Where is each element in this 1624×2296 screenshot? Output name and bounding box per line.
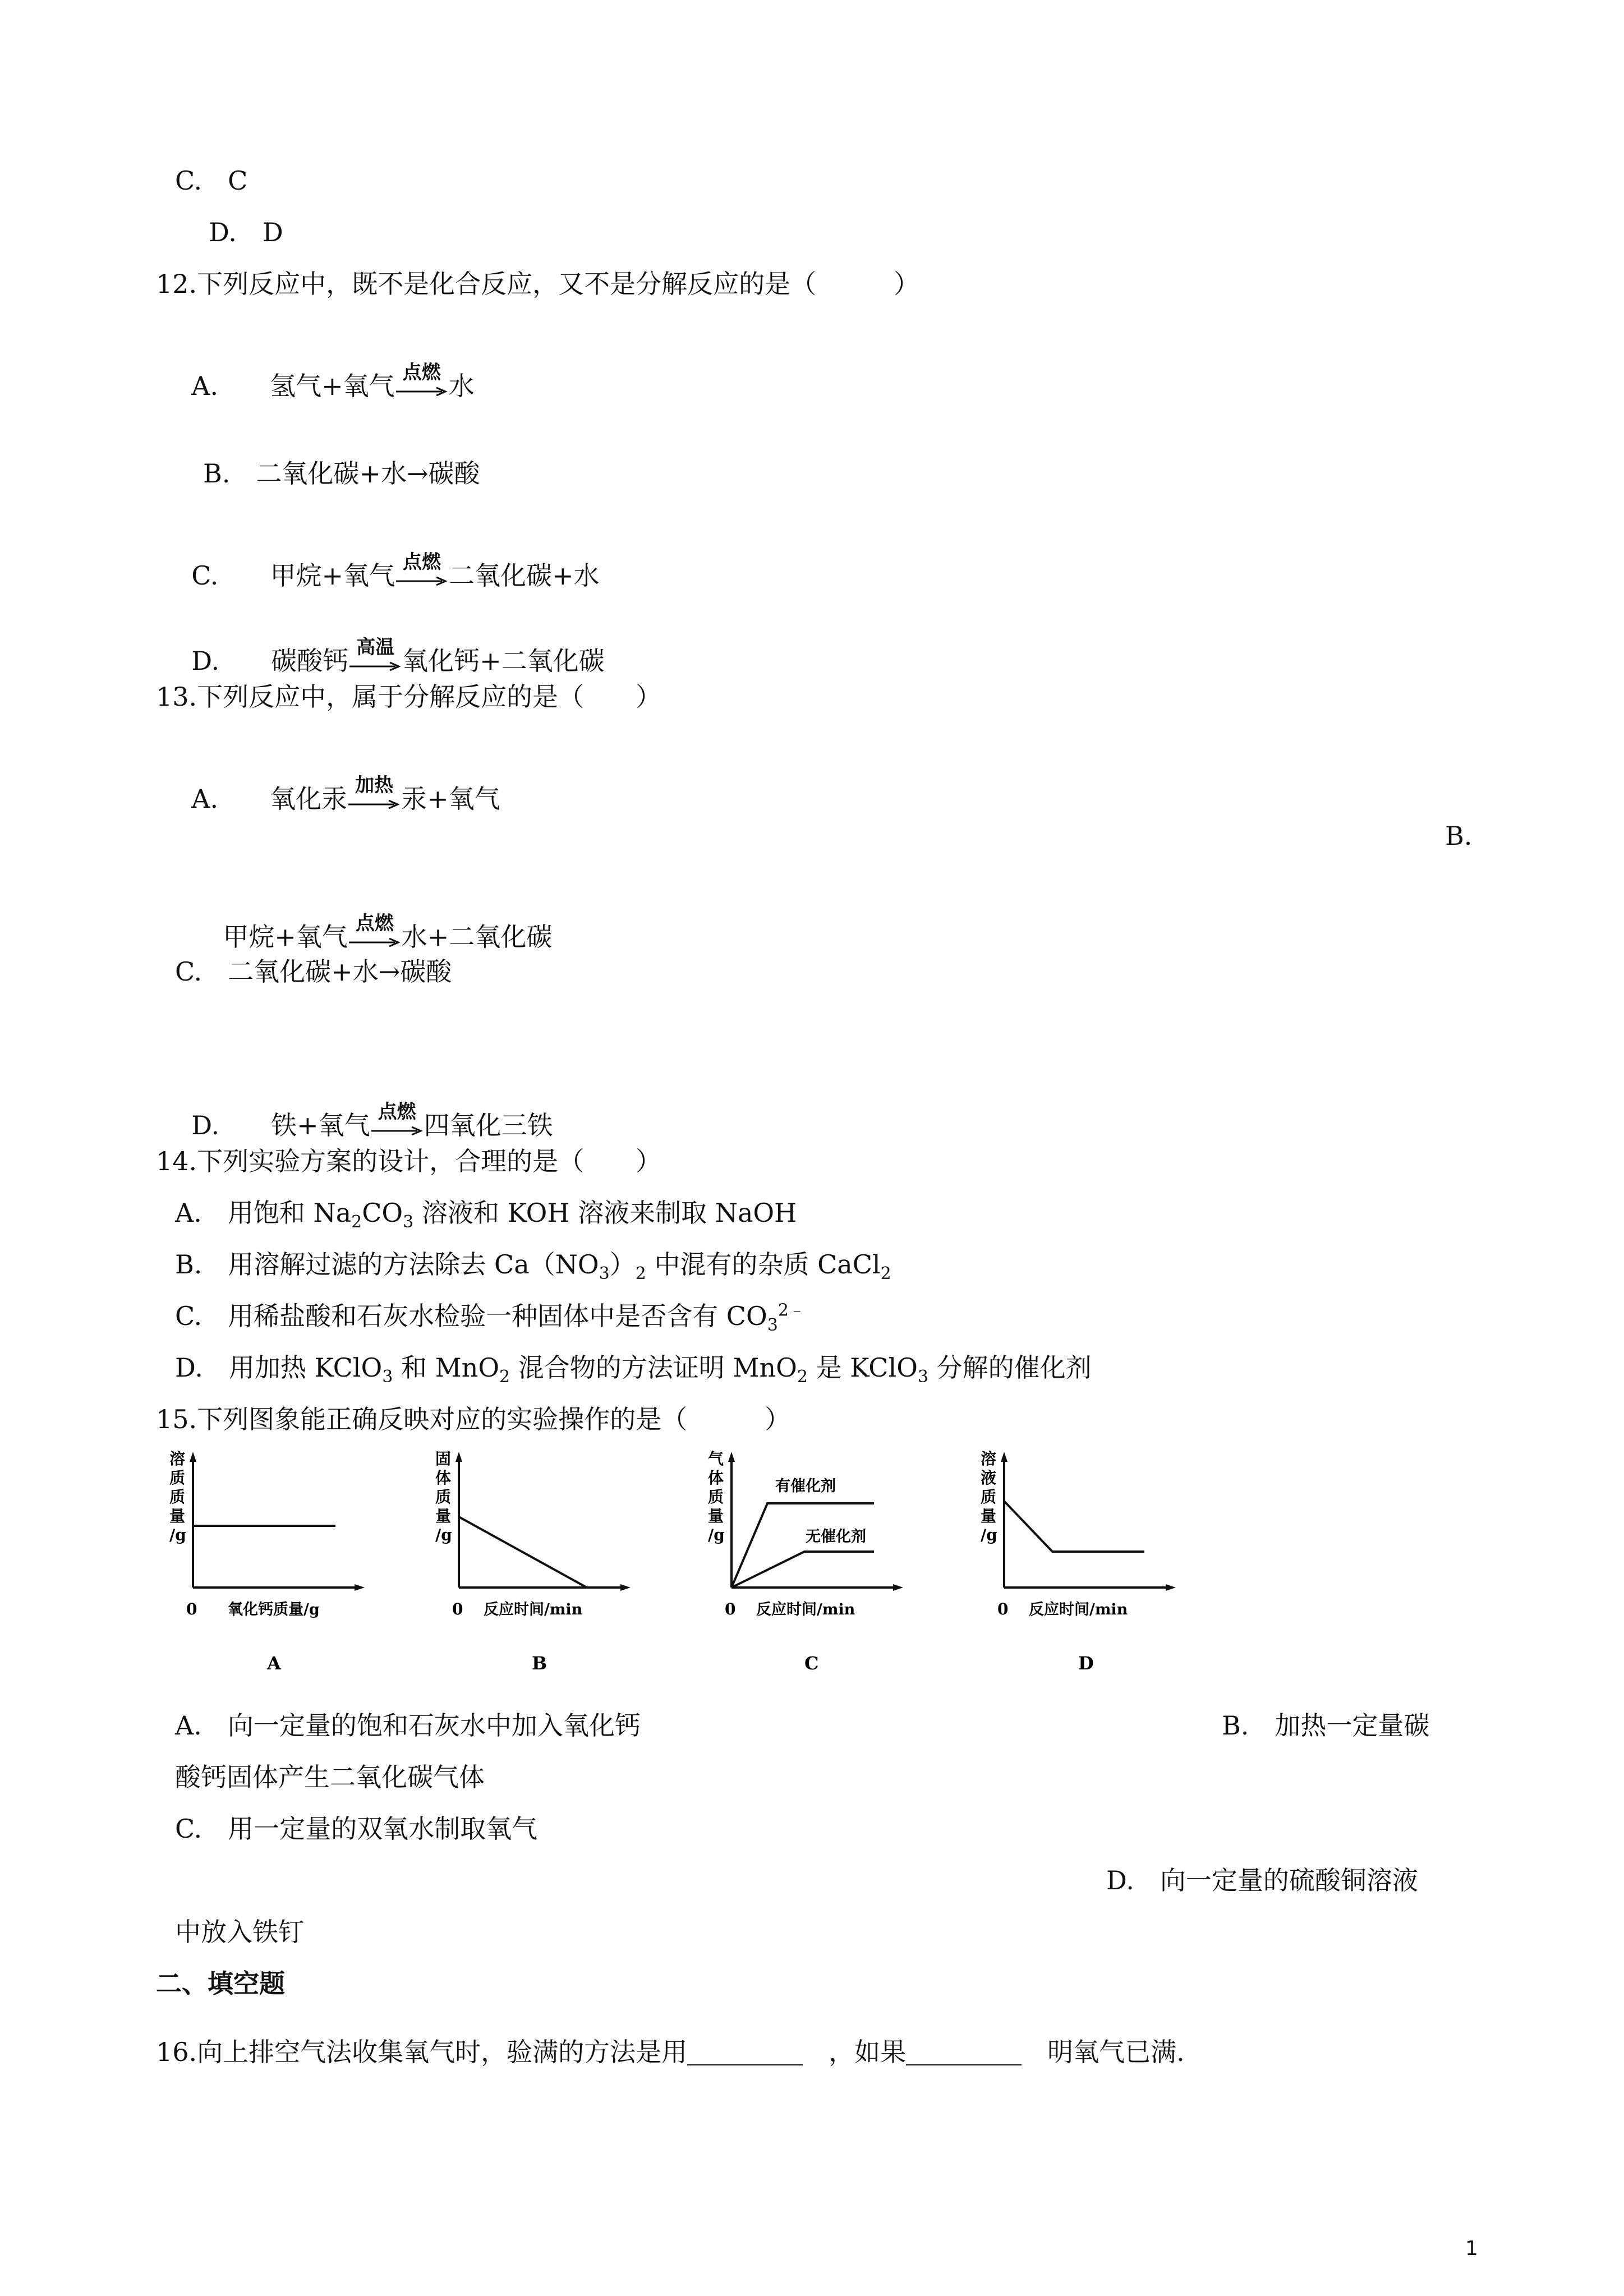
graph-d-origin: 0 bbox=[997, 1600, 1009, 1618]
graph-c-curve-catalyst bbox=[732, 1503, 874, 1588]
q14-b-text: 中混有的杂质 CaCl bbox=[646, 1249, 881, 1280]
q11-option-d: D. D bbox=[209, 217, 283, 247]
q16-text-end: 明氧气已满. bbox=[1022, 2037, 1185, 2067]
q12-c-reactants: 甲烷+氧气 bbox=[270, 560, 395, 591]
reaction-arrow-icon bbox=[349, 912, 401, 948]
subscript: 2 bbox=[797, 1367, 808, 1387]
graph-c-origin: 0 bbox=[725, 1600, 736, 1618]
graph-c-curve1-label: 有催化剂 bbox=[775, 1478, 836, 1495]
reaction-arrow-icon bbox=[371, 1101, 423, 1137]
q14-a-text: 溶液和 KOH 溶液来制取 NaOH bbox=[413, 1198, 797, 1228]
graph-c-curve-no-catalyst bbox=[732, 1552, 874, 1588]
graph-c bbox=[705, 1447, 907, 1694]
q13-a-products: 汞+氧气 bbox=[401, 784, 500, 814]
graph-d-xlabel: 反应时间/min bbox=[1029, 1601, 1128, 1618]
q15-option-d-line1: D. 向一定量的硫酸铜溶液 bbox=[1106, 1865, 1418, 1895]
graph-d-curve bbox=[1004, 1501, 1144, 1552]
graph-b-xlabel: 反应时间/min bbox=[484, 1601, 583, 1618]
answer-blank-1[interactable] bbox=[687, 2040, 803, 2065]
q14-d-text: D. 用加热 KClO bbox=[175, 1352, 383, 1383]
subscript: 3 bbox=[382, 1367, 393, 1387]
reaction-condition: 点燃 bbox=[402, 551, 441, 573]
subscript: 2 bbox=[635, 1264, 646, 1284]
q15-option-d-line2: 中放入铁钉 bbox=[175, 1917, 304, 1947]
reaction-condition: 加热 bbox=[355, 774, 394, 797]
reaction-arrow-icon bbox=[396, 551, 448, 587]
reaction-condition: 点燃 bbox=[402, 361, 441, 384]
graph-b-curve bbox=[459, 1517, 587, 1588]
section-title: 二、填空题 bbox=[156, 1968, 285, 1999]
graph-b-origin: 0 bbox=[452, 1600, 463, 1618]
q12-c-products: 二氧化碳+水 bbox=[448, 560, 600, 591]
q16-stem bbox=[156, 2035, 1185, 2069]
q15-option-c: C. 用一定量的双氧水制取氧气 bbox=[175, 1814, 538, 1844]
q14-a-text: A. 用饱和 Na bbox=[175, 1198, 352, 1228]
q13-a-reactants: 氧化汞 bbox=[270, 784, 348, 814]
q14-option-d bbox=[175, 1351, 1092, 1387]
graph-c-letter: C bbox=[804, 1653, 819, 1674]
q14-stem: 14.下列实验方案的设计，合理的是（ ） bbox=[156, 1146, 662, 1176]
q12-a-label: A. bbox=[191, 371, 219, 401]
q12-option-c bbox=[175, 525, 600, 592]
q16-text-mid: ，如果 bbox=[803, 2037, 907, 2067]
q13-option-b-label: B. bbox=[1445, 821, 1473, 851]
q12-option-a bbox=[175, 335, 475, 403]
graph-a-letter: A bbox=[267, 1653, 281, 1674]
q12-d-label: D. bbox=[191, 646, 220, 676]
reaction-condition: 点燃 bbox=[378, 1101, 416, 1123]
subscript: 3 bbox=[917, 1367, 928, 1387]
superscript: 2﹣ bbox=[778, 1300, 806, 1320]
subscript: 2 bbox=[351, 1212, 362, 1232]
q12-c-label: C. bbox=[191, 560, 219, 591]
graph-c-curve2-label: 无催化剂 bbox=[806, 1528, 866, 1545]
q15-stem: 15.下列图象能正确反映对应的实验操作的是（ ） bbox=[156, 1404, 791, 1434]
q13-d-label: D. bbox=[191, 1110, 220, 1140]
subscript: 3 bbox=[767, 1315, 778, 1336]
q14-d-text: 和 MnO bbox=[393, 1352, 500, 1383]
q14-d-text: 分解的催化剂 bbox=[928, 1352, 1092, 1383]
q14-b-text: ） bbox=[609, 1249, 636, 1280]
q11-option-c: C. C bbox=[175, 165, 248, 196]
q12-d-products: 氧化钙+二氧化碳 bbox=[402, 646, 605, 676]
q13-d-reactants: 铁+氧气 bbox=[271, 1110, 370, 1140]
q13-a-label: A. bbox=[191, 784, 219, 814]
graph-a-origin: 0 bbox=[186, 1600, 197, 1618]
graph-a-xlabel: 氧化钙质量/g bbox=[228, 1601, 320, 1618]
q16-text-start: 16.向上排空气法收集氧气时，验满的方法是用 bbox=[156, 2037, 688, 2067]
q13-option-d bbox=[175, 1075, 553, 1142]
graph-b bbox=[432, 1447, 634, 1694]
graph-c-ylabel: 气体质量/g bbox=[708, 1450, 725, 1544]
subscript: 3 bbox=[599, 1264, 610, 1284]
subscript: 3 bbox=[403, 1212, 414, 1232]
page-number: 1 bbox=[1465, 2237, 1478, 2260]
q14-d-text: 混合物的方法证明 MnO bbox=[510, 1352, 797, 1383]
q14-a-text: CO bbox=[362, 1198, 403, 1228]
graph-c-xlabel: 反应时间/min bbox=[756, 1601, 855, 1618]
q14-option-a bbox=[175, 1196, 797, 1230]
subscript: 2 bbox=[880, 1264, 891, 1284]
q13-option-c: C. 二氧化碳+水→碳酸 bbox=[175, 956, 452, 987]
q15-option-b-line2: 酸钙固体产生二氧化碳气体 bbox=[175, 1762, 485, 1792]
graph-d-ylabel: 溶液质量/g bbox=[981, 1450, 997, 1544]
reaction-condition: 高温 bbox=[356, 636, 395, 659]
q13-stem: 13.下列反应中，属于分解反应的是（ ） bbox=[156, 682, 662, 712]
q13-option-b bbox=[206, 886, 552, 954]
graph-d bbox=[977, 1447, 1179, 1694]
reaction-arrow-icon bbox=[349, 636, 401, 672]
q12-stem: 12.下列反应中，既不是化合反应，又不是分解反应的是（ ） bbox=[156, 269, 920, 299]
q13-b-reactants: 甲烷+氧气 bbox=[223, 922, 348, 952]
graph-a bbox=[166, 1447, 368, 1694]
q12-option-b: B. 二氧化碳+水→碳酸 bbox=[203, 458, 480, 489]
q15-option-b-line1: B. 加热一定量碳 bbox=[1222, 1710, 1430, 1741]
q13-d-products: 四氧化三铁 bbox=[424, 1110, 553, 1140]
subscript: 2 bbox=[499, 1367, 510, 1387]
reaction-arrow-icon bbox=[396, 361, 448, 397]
q15-option-a: A. 向一定量的饱和石灰水中加入氧化钙 bbox=[175, 1710, 641, 1741]
graph-a-ylabel: 溶质质量/g bbox=[169, 1450, 186, 1544]
q14-option-b bbox=[175, 1248, 891, 1284]
graph-b-letter: B bbox=[532, 1653, 548, 1674]
q12-a-products: 水 bbox=[448, 371, 475, 401]
q12-option-d bbox=[175, 610, 605, 678]
answer-blank-2[interactable] bbox=[906, 2040, 1022, 2065]
graph-d-letter: D bbox=[1078, 1653, 1094, 1674]
reaction-condition: 点燃 bbox=[355, 912, 394, 935]
graph-b-ylabel: 固体质量/g bbox=[435, 1450, 452, 1544]
q12-a-reactants: 氢气+氧气 bbox=[270, 371, 395, 401]
q14-b-text: B. 用溶解过滤的方法除去 Ca（NO bbox=[175, 1249, 599, 1280]
q13-b-products: 水+二氧化碳 bbox=[401, 922, 553, 952]
q13-option-a bbox=[175, 748, 500, 816]
q12-d-reactants: 碳酸钙 bbox=[271, 646, 349, 676]
reaction-arrow-icon bbox=[348, 774, 400, 810]
q14-option-c bbox=[175, 1299, 806, 1336]
q14-c-text: C. 用稀盐酸和石灰水检验一种固体中是否含有 CO bbox=[175, 1301, 767, 1331]
q14-d-text: 是 KClO bbox=[807, 1352, 918, 1383]
